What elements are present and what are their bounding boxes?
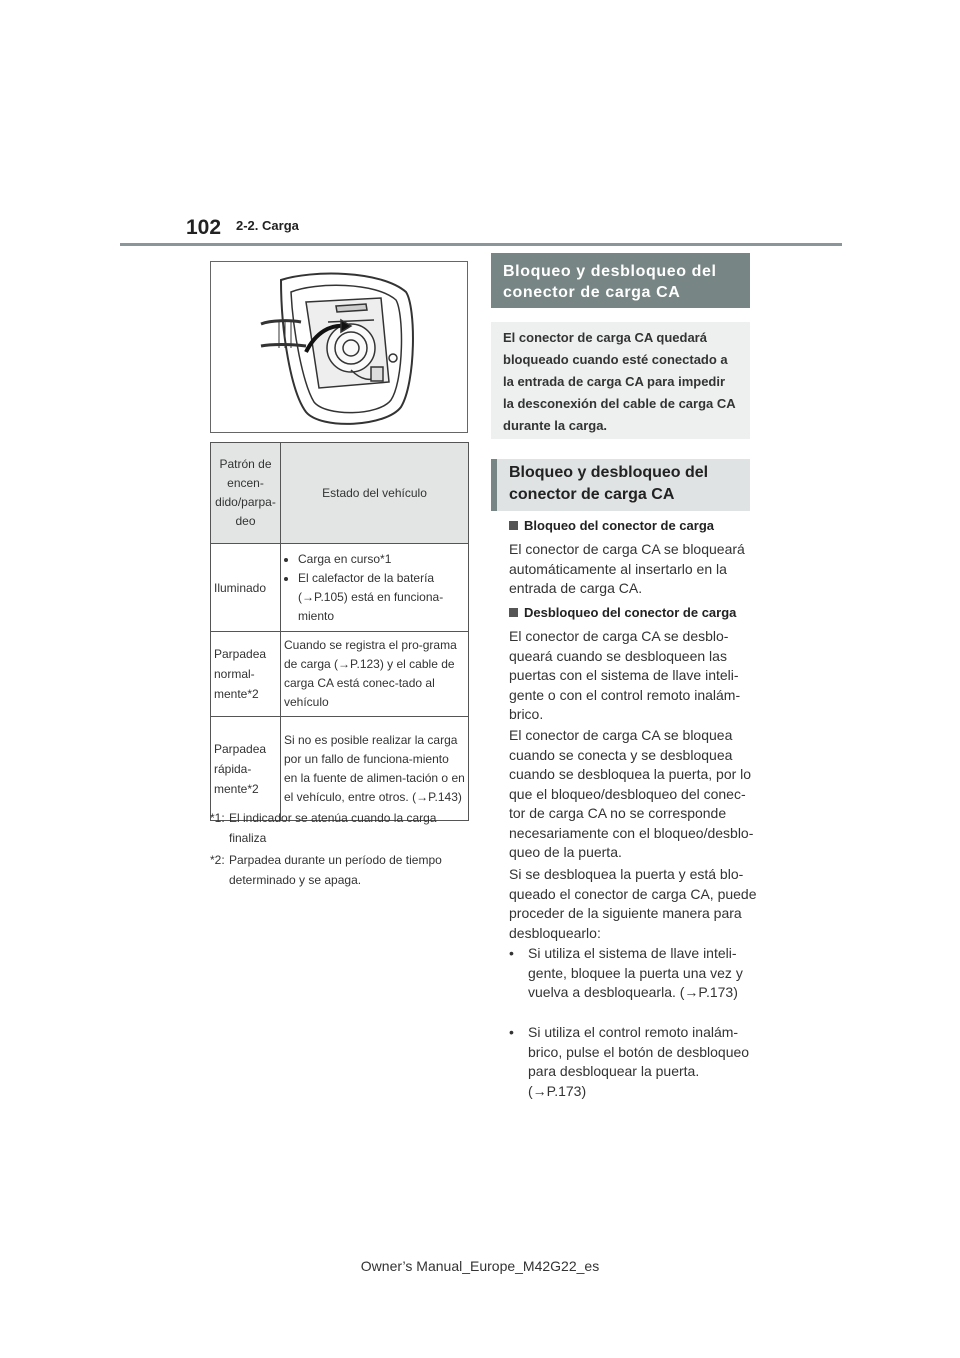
footnote-text: Parpadea durante un período de tiempo determinado y se apaga. [229, 853, 442, 887]
unlock-heading: Desbloqueo del conector de carga [509, 605, 736, 620]
unlock-text: El conector de carga CA se bloquea cuando se conecta y se desbloquea cuando se desbloquea la puerta, por lo que el bloqueo/desbloqueo del conec-tor de carga CA no se corresponde necesariamente con el bloqueo/desblo-queo de la puerta. [509, 727, 754, 860]
footnote [210, 850, 467, 890]
table-cell-pattern: Parpadea rápida-mente*2 [211, 717, 281, 821]
square-bullet-icon [509, 521, 518, 530]
bullet-dot: • [509, 1024, 514, 1040]
footnote-text: El indicador se atenúa cuando la carga finaliza [229, 811, 437, 845]
table-row [211, 544, 469, 632]
table-header-state: Estado del vehículo [281, 443, 469, 544]
list-item: • Si utiliza el control remoto inalám-brico, pulse el botón de desbloqueo para desbloquear la puerta. (→P.173) [509, 1024, 750, 1099]
charging-inlet-illustration [210, 261, 468, 433]
list-item: • Carga en curso*1 [298, 550, 465, 569]
lock-heading: Bloqueo del conector de carga [509, 518, 714, 533]
page-number: 102 [186, 216, 222, 239]
unlock-text: Si se desbloquea la puerta y está blo-queado el conector de carga CA, puede proceder de la siguiente manera para desbloquearlo: [509, 866, 757, 941]
indicator-status-table [210, 442, 469, 821]
table-row [211, 632, 469, 717]
header-rule [120, 243, 842, 246]
square-bullet-icon [509, 608, 518, 617]
page-footer: Owner’s Manual_Europe_M42G22_es [360, 1258, 600, 1274]
intro-box: El conector de carga CA quedará bloqueado cuando esté conectado a la entrada de carga CA para impedir la desconexión del cable de carga CA durante la carga. [491, 322, 750, 439]
main-section-title: Bloqueo y desbloqueo del conector de carga CA [491, 253, 750, 308]
footnote-mark: *1: [210, 811, 225, 825]
section-title: 2-2. Carga [236, 218, 299, 233]
subsection-title: Bloqueo y desbloqueo del conector de carga CA [491, 459, 750, 511]
table-cell-pattern: Parpadea normal-mente*2 [211, 632, 281, 717]
table-cell-pattern: Iluminado [211, 544, 281, 632]
list-item: • Si utiliza el sistema de llave inteli-gente, bloquee la puerta una vez y vuelva a desbloquearla. (→P.173) [509, 945, 743, 1000]
table-header-pattern: Patrón de encen-dido/parpa-deo [211, 443, 281, 544]
list-item: • El calefactor de la batería (→P.105) está en funciona-miento [298, 569, 465, 626]
footnote [210, 808, 467, 848]
bullet-dot: • [509, 945, 514, 961]
table-header-row [211, 443, 469, 544]
table-cell-state [281, 544, 469, 632]
lock-text: El conector de carga CA se bloqueará automáticamente al insertarlo en la entrada de carga CA. [509, 541, 745, 596]
table-cell-state: Si no es posible realizar la carga por un fallo de funciona-miento en la fuente de alimen-tación o en el vehículo, entre otros. (→P.143) [281, 717, 469, 821]
footnote-mark: *2: [210, 853, 225, 867]
table-cell-state: Cuando se registra el pro-grama de carga (→P.123) y el cable de carga CA está conec-tado al vehículo [281, 632, 469, 717]
unlock-text: El conector de carga CA se desblo-queará cuando se desbloqueen las puertas con el sistema de llave inteli-gente o con el control remoto inalám-brico. [509, 628, 741, 722]
charging-port-icon [211, 262, 467, 432]
table-row [211, 717, 469, 821]
